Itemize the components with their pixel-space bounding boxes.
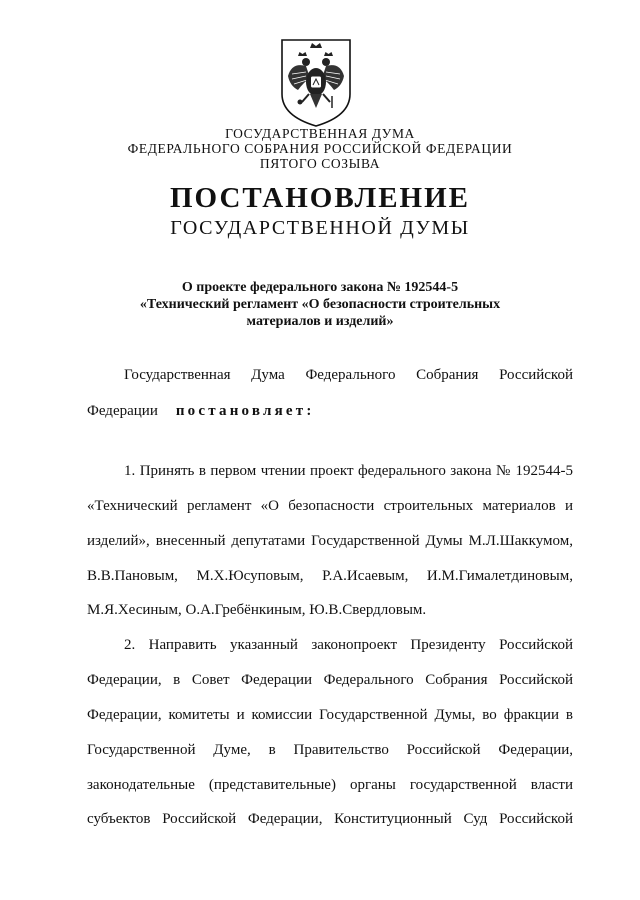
paragraph-line: 2. Направить указанный законопроект Президенту Российской [124,637,573,653]
paragraph-line: законодательные (представительные) органы государственной власти [87,777,573,793]
organization-name-line-1: ГОСУДАРСТВЕННАЯ ДУМА [225,126,415,141]
paragraph-line: изделий», внесенный депутатами Государственной Думы М.Л.Шаккумом, [87,533,573,549]
intro-line-1: Государственная Дума Федерального Собрания Российской [124,367,573,383]
paragraph-line: «Технический регламент «О безопасности строительных материалов и [87,498,573,514]
paragraph-line: М.Я.Хесиным, О.А.Гребёнкиным, Ю.В.Свердловым. [87,602,427,618]
intro-line-2-start: Федерации [87,403,158,419]
subject-line-2: «Технический регламент «О безопасности строительных [139,297,501,312]
paragraph-line: Государственной Думе, в Правительство Российской Федерации, [87,742,573,758]
document-type-title: ПОСТАНОВЛЕНИЕ [169,182,470,214]
subject-line-3: материалов и изделий» [246,314,394,329]
convocation-line: ПЯТОГО СОЗЫВА [259,156,381,171]
paragraph-line: Федерации, комитеты и комиссии Государственной Думы, во фракции в [87,707,573,723]
subject-line-1: О проекте федерального закона № 192544-5 [181,280,459,295]
coat-of-arms-icon [276,36,356,128]
decree-verb: постановляет: [175,403,315,419]
paragraph-line: В.В.Пановым, М.Х.Юсуповым, Р.А.Исаевым, И.М.Гималетдиновым, [87,568,573,584]
document-type-subtitle: ГОСУДАРСТВЕННОЙ ДУМЫ [170,217,470,239]
paragraph-line: Федерации, в Совет Федерации Федерального Собрания Российской [87,672,573,688]
intro-line-2 [87,402,573,420]
paragraph-line: 1. Принять в первом чтении проект федерального закона № 192544-5 [124,463,573,479]
organization-name-line-2: ФЕДЕРАЛЬНОГО СОБРАНИЯ РОССИЙСКОЙ ФЕДЕРАЦИИ [127,141,513,156]
paragraph-line: субъектов Российской Федерации, Конституционный Суд Российской [87,811,573,827]
